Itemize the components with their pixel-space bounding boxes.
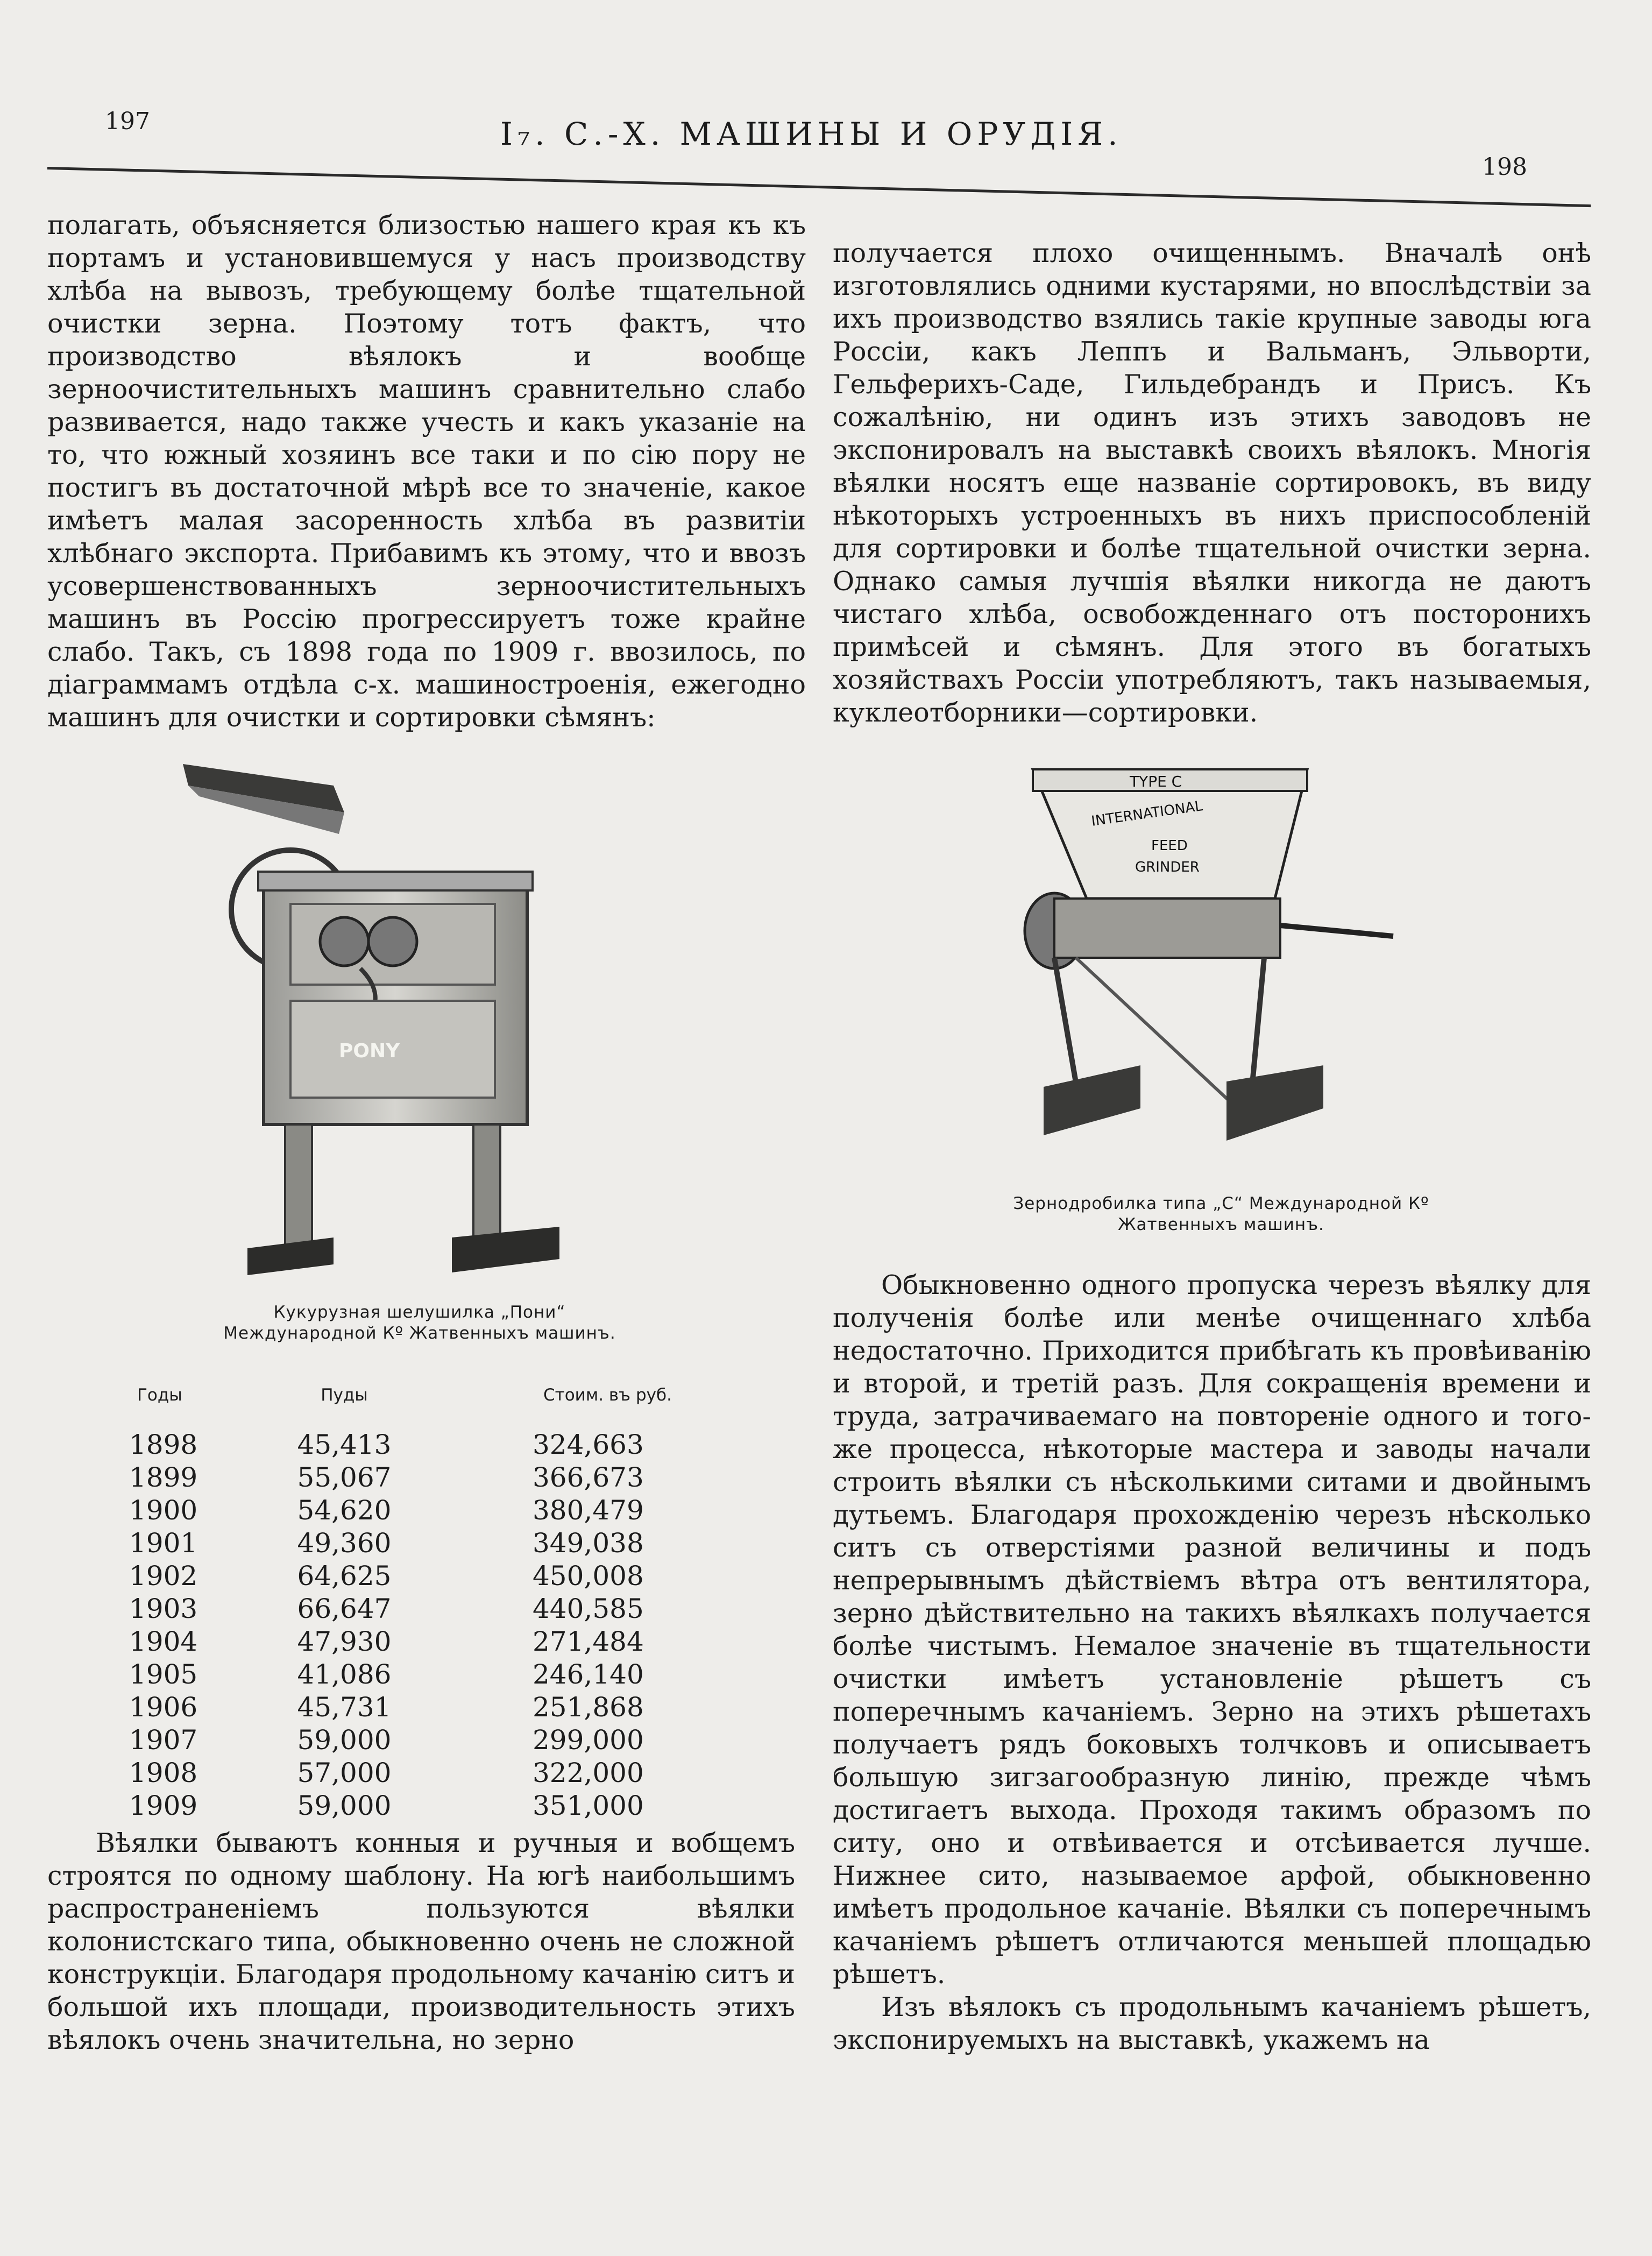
feed-label: FEED [1151, 838, 1188, 854]
table-row [86, 1658, 732, 1691]
left-paragraph-2: Вѣялки бываютъ конныя и ручныя и вобщемъ строятся по одному шаблону. На югѣ наибольшимъ распространеніемъ пользуются вѣялки колонистскаго типа, обыкновенно очень не сложной конструкціи. Благодаря продольному качанію ситъ и большой ихъ площади, производительность этихъ вѣялокъ очень значительна, но зерно [47, 1828, 795, 2055]
poods-cell: 59,000 [297, 1724, 392, 1756]
year-cell: 1908 [129, 1757, 198, 1788]
table-header [86, 1385, 732, 1428]
corn-sheller-illustration [183, 764, 635, 1297]
year-cell: 1909 [129, 1790, 198, 1821]
table-row [86, 1428, 732, 1461]
year-cell: 1903 [129, 1593, 198, 1624]
table-row [86, 1724, 732, 1757]
grinder-label: GRINDER [1135, 859, 1200, 875]
header-poods: Пуды [321, 1385, 368, 1405]
table-row [86, 1527, 732, 1560]
right-column-bottom [833, 1269, 1591, 2056]
cost-cell: 324,663 [533, 1429, 644, 1460]
import-table [86, 1385, 732, 1822]
cost-cell: 251,868 [533, 1692, 644, 1723]
left-column-top [47, 209, 806, 734]
corn-sheller-caption: Кукурузная шелушилка „Пони“ Международной Кº Жатвенныхъ машинъ. [223, 1303, 616, 1343]
left-paragraph-1: полагать, объясняется близостью нашего края къ къ портамъ и установившемуся у насъ производству хлѣба на вывозъ, требующему болѣе тщательной очистки зерна. Поэтому тотъ фактъ, что производство вѣялокъ и вообще зерноочистительныхъ машинъ сравнительно слабо развивается, надо также учесть и какъ указаніе на то, что южный хозяинъ все таки и по сію пору не постигъ въ достаточной мѣрѣ все то значеніе, какое имѣетъ малая засоренность хлѣба въ развитіи хлѣбнаго экспорта. Прибавимъ къ этому, что и ввозъ усовершенствованныхъ зерноочистительныхъ машинъ въ Россію прогрессируетъ тоже крайне слабо. Такъ, съ 1898 года по 1909 г. ввозилось, по діаграммамъ отдѣла с-х. машиностроенія, ежегодно машинъ для очистки и сортировки сѣмянъ: [47, 210, 806, 733]
cost-cell: 450,008 [533, 1560, 644, 1592]
table-row [86, 1691, 732, 1724]
left-column-bottom [47, 1827, 795, 2056]
cost-cell: 366,673 [533, 1462, 644, 1493]
running-title: I₇. С.-Х. МАШИНЫ И ОРУДІЯ. [500, 116, 1123, 152]
cost-cell: 271,484 [533, 1626, 644, 1657]
cost-cell: 349,038 [533, 1527, 644, 1559]
poods-cell: 45,413 [297, 1429, 392, 1460]
poods-cell: 41,086 [297, 1659, 392, 1690]
table-row [86, 1593, 732, 1625]
poods-cell: 66,647 [297, 1593, 392, 1624]
header-cost: Стоим. въ руб. [543, 1385, 672, 1405]
year-cell: 1907 [129, 1724, 198, 1756]
poods-cell: 54,620 [297, 1495, 392, 1526]
table-row [86, 1494, 732, 1527]
right-paragraph-3: Изъ вѣялокъ съ продольнымъ качаніемъ рѣшетъ, экспонируемыхъ на выставкѣ, укажемъ на [833, 1992, 1591, 2055]
table-row [86, 1560, 732, 1593]
year-cell: 1898 [129, 1429, 198, 1460]
poods-cell: 64,625 [297, 1560, 392, 1592]
poods-cell: 47,930 [297, 1626, 392, 1657]
year-cell: 1902 [129, 1560, 198, 1592]
header-years: Годы [137, 1385, 182, 1405]
year-cell: 1900 [129, 1495, 198, 1526]
feed-grinder-illustration [1022, 764, 1409, 1178]
page-number-left: 197 [105, 108, 150, 135]
international-label: INTERNATIONAL [1090, 798, 1204, 830]
cost-cell: 246,140 [533, 1659, 644, 1690]
year-cell: 1899 [129, 1462, 198, 1493]
cost-cell: 322,000 [533, 1757, 644, 1788]
page-number-right: 198 [1482, 153, 1527, 181]
feed-grinder-drawing [1022, 764, 1409, 1178]
corn-sheller-drawing [183, 764, 635, 1297]
table-row [86, 1461, 732, 1494]
year-cell: 1905 [129, 1659, 198, 1690]
cost-cell: 440,585 [533, 1593, 644, 1624]
poods-cell: 59,000 [297, 1790, 392, 1821]
table-row [86, 1790, 732, 1822]
year-cell: 1901 [129, 1527, 198, 1559]
cost-cell: 299,000 [533, 1724, 644, 1756]
right-paragraph-1: получается плохо очищеннымъ. Вначалѣ онѣ изготовлялись одними кустарями, но впослѣдствіи за ихъ производство взялись такіе крупные заводы юга Россіи, какъ Леппъ и Вальманъ, Эльворти, Гельферихъ-Саде, Гильдебрандъ и Присъ. Къ сожалѣнію, ни одинъ изъ этихъ заводовъ не экспонировалъ на выставкѣ своихъ вѣялокъ. Многія вѣялки носятъ еще названіе сортировокъ, въ виду нѣкоторыхъ устроенныхъ въ нихъ приспособленій для сортировки и болѣе тщательной очистки зерна. Однако самыя лучшія вѣялки никогда не даютъ чистаго хлѣба, освобожденнаго отъ посторонихъ примѣсей и сѣмянъ. Для этого въ богатыхъ хозяйствахъ Россіи употребляютъ, такъ называемыя, куклеотборники—сортировки. [833, 238, 1591, 728]
poods-cell: 49,360 [297, 1527, 392, 1559]
poods-cell: 55,067 [297, 1462, 392, 1493]
cost-cell: 380,479 [533, 1495, 644, 1526]
feed-grinder-caption: Зернодробилка типа „С“ Международной Кº Жатвенныхъ машинъ. [1013, 1194, 1429, 1234]
year-cell: 1906 [129, 1692, 198, 1723]
cost-cell: 351,000 [533, 1790, 644, 1821]
table-row [86, 1757, 732, 1790]
poods-cell: 45,731 [297, 1692, 392, 1723]
pony-label: PONY [339, 1040, 400, 1062]
poods-cell: 57,000 [297, 1757, 392, 1788]
right-column-top [833, 237, 1591, 729]
table-row [86, 1625, 732, 1658]
year-cell: 1904 [129, 1626, 198, 1657]
right-paragraph-2: Обыкновенно одного пропуска черезъ вѣялку для полученія болѣе или менѣе очищеннаго хлѣба недостаточно. Приходится прибѣгать къ провѣиванію и второй, и третій разъ. Для сокращенія времени и труда, затрачиваемаго на повтореніе одного и того-же процесса, нѣкоторые мастера и заводы начали строить вѣялки съ нѣсколькими ситами и двойнымъ дутьемъ. Благодаря прохожденію черезъ нѣсколько ситъ съ отверстіями разной величины и подъ непрерывнымъ дѣйствіемъ вѣтра отъ вентилятора, зерно дѣйствительно на такихъ вѣялкахъ получается болѣе чистымъ. Немалое значеніе въ тщательности очистки имѣетъ установленіе рѣшетъ съ поперечнымъ качаніемъ. Зерно на этихъ рѣшетахъ получаетъ рядъ боковыхъ толчковъ и описываетъ большую зигзагообразную линію, прежде чѣмъ достигаетъ выхода. Проходя такимъ образомъ по ситу, оно и отвѣивается и отсѣивается лучше. Нижнее сито, называемое арфой, обыкновенно имѣетъ продольное качаніе. Вѣялки съ поперечнымъ качаніемъ рѣшетъ отличаются меньшей площадью рѣшетъ. [833, 1270, 1591, 1990]
header-rule [47, 167, 1591, 207]
type-c-label: TYPE C [1130, 773, 1182, 790]
